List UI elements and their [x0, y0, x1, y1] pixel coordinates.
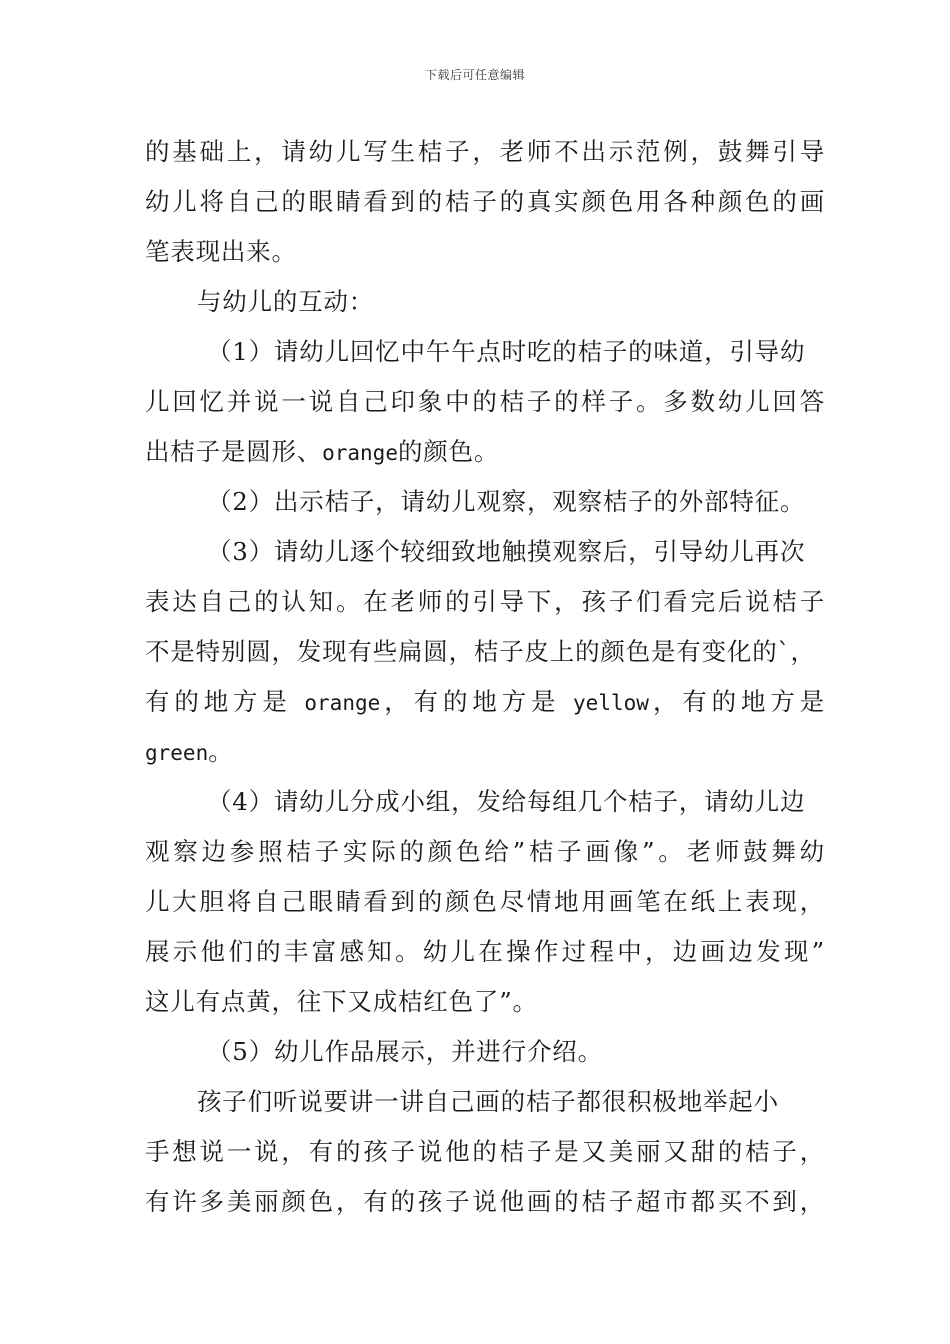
text-line: （2）出示桔子，请幼儿观察，观察桔子的外部特征。 [207, 487, 806, 516]
text-line: 儿回忆并说一说自己印象中的桔子的样子。多数幼儿回答 [145, 387, 825, 416]
text-line: （4）请幼儿分成小组，发给每组几个桔子，请幼儿边 [207, 787, 806, 816]
text-line: 幼儿将自己的眼睛看到的桔子的真实颜色用各种颜色的画 [145, 187, 825, 216]
text-line: 表达自己的认知。在老师的引导下，孩子们看完后说桔子 [145, 587, 825, 616]
text-line: 与幼儿的互动： [197, 287, 375, 316]
page-header: 下载后可任意编辑 [424, 68, 525, 82]
text-line: 展示他们的丰富感知。幼儿在操作过程中，边画边发现” [145, 937, 825, 966]
text-line: （5）幼儿作品展示，并进行介绍。 [207, 1037, 603, 1066]
text-line: 出桔子是圆形、orange的颜色。 [145, 437, 500, 466]
text-line: 手想说一说，有的孩子说他的桔子是又美丽又甜的桔子， [145, 1137, 825, 1166]
text-line: 观察边参照桔子实际的颜色给”桔子画像”。老师鼓舞幼 [145, 837, 825, 866]
text-line: 有的地方是 orange，有的地方是 yellow，有的地方是 [145, 687, 825, 716]
text-line: 孩子们听说要讲一讲自己画的桔子都很积极地举起小 [197, 1087, 779, 1116]
text-line: 儿大胆将自己眼睛看到的颜色尽情地用画笔在纸上表现， [145, 887, 825, 916]
text-line: 笔表现出来。 [145, 237, 297, 266]
text-line: 不是特别圆，发现有些扁圆，桔子皮上的颜色是有变化的`， [145, 637, 816, 666]
text-line: （3）请幼儿逐个较细致地触摸观察后，引导幼儿再次 [207, 537, 806, 566]
text-line: 这儿有点黄，往下又成桔红色了”。 [145, 987, 538, 1016]
document-body [145, 127, 825, 1227]
text-line: 的基础上，请幼儿写生桔子，老师不出示范例，鼓舞引导 [145, 137, 825, 166]
text-line: green。 [145, 737, 234, 766]
text-line: 有许多美丽颜色，有的孩子说他画的桔子超市都买不到， [145, 1187, 825, 1216]
text-line: （1）请幼儿回忆中午午点时吃的桔子的味道，引导幼 [207, 337, 806, 366]
